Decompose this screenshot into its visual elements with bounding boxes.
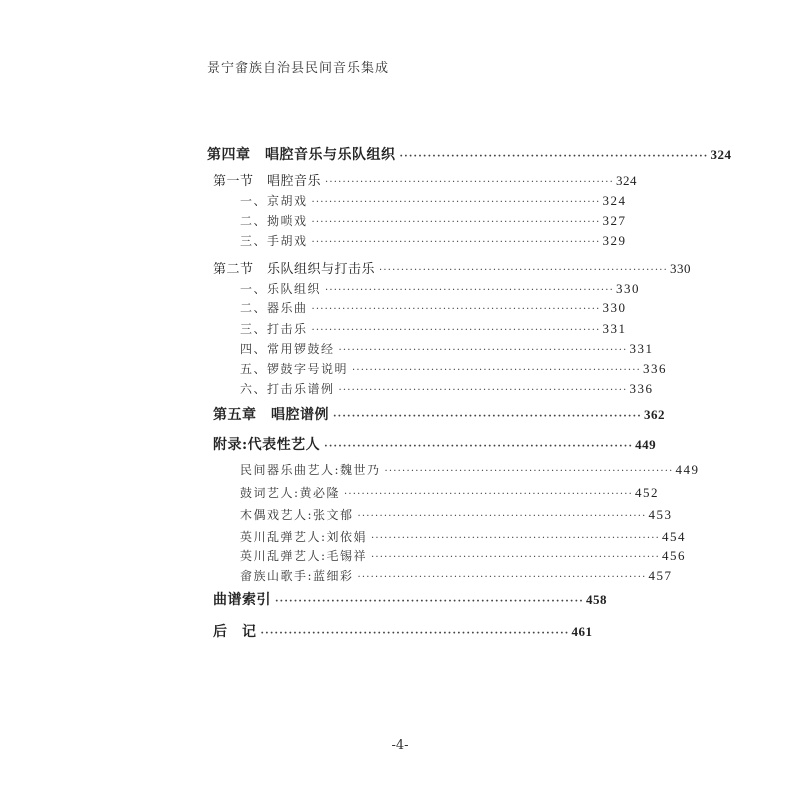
toc-entry-item (240, 546, 687, 566)
toc-entry-item (240, 231, 627, 251)
toc-entry-section-2 (213, 259, 692, 279)
toc-entry-page: 452 (635, 485, 660, 500)
toc-entry-label: 曲谱索引 (213, 592, 271, 608)
toc-entry-page: 330 (602, 300, 627, 315)
toc-entry-page: 457 (648, 568, 673, 583)
toc-entry-afterword (213, 622, 593, 642)
dot-leader: ·································································· (352, 365, 642, 376)
toc-entry-page: 456 (662, 548, 687, 563)
toc-entry-label: 后 记 (213, 624, 257, 640)
toc-entry-label: 六、打击乐谱例 (240, 382, 335, 396)
toc-entry-label: 一、乐队组织 (240, 282, 322, 296)
toc-entry-label: 一、京胡戏 (240, 194, 308, 208)
toc-entry-label: 英川乱弹艺人:毛锡祥 (240, 549, 368, 563)
dot-leader: ·································································· (311, 217, 601, 228)
toc-entry-label: 第一节 唱腔音乐 (213, 174, 322, 189)
running-head: 景宁畲族自治县民间音乐集成 (207, 61, 390, 76)
dot-leader: ·································································· (399, 151, 709, 162)
toc-entry-label: 四、常用锣鼓经 (240, 342, 335, 356)
toc-entry-item (240, 279, 641, 299)
dot-leader: ·································································· (311, 197, 601, 208)
dot-leader: ·································································· (357, 572, 647, 583)
dot-leader: ·································································· (260, 628, 570, 639)
dot-leader: ·································································· (357, 511, 647, 522)
toc-entry-page: 362 (643, 407, 665, 422)
toc-entry-page: 458 (585, 592, 607, 607)
toc-entry-item (240, 566, 673, 586)
toc-entry-page: 454 (662, 529, 687, 544)
toc-entry-item (240, 379, 654, 399)
dot-leader: ·································································· (325, 177, 615, 188)
toc-entry-item (240, 505, 673, 525)
toc-entry-label: 第四章 唱腔音乐与乐队组织 (207, 147, 396, 163)
dot-leader: ·································································· (275, 596, 584, 607)
dot-leader: ·································································· (338, 345, 628, 356)
toc-entry-label: 三、手胡戏 (240, 234, 308, 248)
toc-entry-label: 第二节 乐队组织与打击乐 (213, 262, 376, 277)
toc-entry-page: 449 (675, 462, 700, 477)
toc-entry-page: 453 (648, 507, 673, 522)
dot-leader: ·································································· (344, 489, 634, 500)
toc-entry-page: 327 (602, 213, 627, 228)
dot-leader: ·································································· (384, 466, 674, 477)
toc-entry-label: 二、拗唢戏 (240, 214, 308, 228)
toc-entry-item (240, 298, 627, 318)
toc-entry-item (240, 527, 687, 547)
dot-leader: ·································································· (371, 533, 661, 544)
dot-leader: ·································································· (311, 304, 601, 315)
toc-entry-page: 329 (602, 233, 627, 248)
toc-entry-page: 461 (571, 624, 593, 639)
toc-entry-label: 附录:代表性艺人 (213, 437, 321, 453)
toc-entry-section-1 (213, 171, 638, 191)
toc-entry-item (240, 319, 627, 339)
toc-entry-label: 三、打击乐 (240, 322, 308, 336)
toc-entry-item (240, 460, 700, 480)
dot-leader: ·································································· (333, 411, 642, 422)
toc-entry-item (240, 339, 654, 359)
toc-entry-item (240, 211, 627, 231)
toc-entry-label: 二、器乐曲 (240, 301, 308, 315)
dot-leader: ·································································· (379, 265, 669, 276)
toc-entry-item (240, 191, 627, 211)
toc-entry-page: 449 (635, 437, 657, 452)
toc-entry-page: 330 (670, 261, 692, 276)
toc-entry-label: 第五章 唱腔谱例 (213, 407, 329, 423)
toc-entry-item (240, 359, 668, 379)
toc-entry-chapter-4 (207, 145, 732, 165)
toc-entry-page: 331 (602, 321, 627, 336)
toc-entry-page: 324 (710, 147, 732, 162)
toc-entry-item (240, 483, 660, 503)
dot-leader: ·································································· (324, 441, 634, 452)
toc-entry-chapter-5 (213, 405, 665, 425)
toc-entry-label: 畲族山歌手:蓝细彩 (240, 569, 354, 583)
toc-entry-label: 英川乱弹艺人:刘依娟 (240, 530, 368, 544)
dot-leader: ·································································· (338, 385, 628, 396)
toc-entry-label: 鼓词艺人:黄必隆 (240, 486, 341, 500)
dot-leader: ·································································· (371, 552, 661, 563)
dot-leader: ·································································· (311, 237, 601, 248)
toc-entry-page: 324 (616, 173, 638, 188)
page-number: -4- (391, 738, 409, 753)
toc-entry-page: 324 (602, 193, 627, 208)
dot-leader: ·································································· (311, 325, 601, 336)
dot-leader: ·································································· (325, 285, 615, 296)
toc-entry-page: 331 (629, 341, 654, 356)
toc-entry-page: 336 (643, 361, 668, 376)
toc-entry-label: 五、锣鼓字号说明 (240, 362, 349, 376)
toc-entry-page: 330 (616, 281, 641, 296)
toc-entry-label: 木偶戏艺人:张文郁 (240, 508, 354, 522)
toc-entry-index (213, 590, 607, 610)
toc-entry-appendix (213, 435, 657, 455)
toc-entry-label: 民间器乐曲艺人:魏世乃 (240, 463, 381, 477)
toc-entry-page: 336 (629, 381, 654, 396)
